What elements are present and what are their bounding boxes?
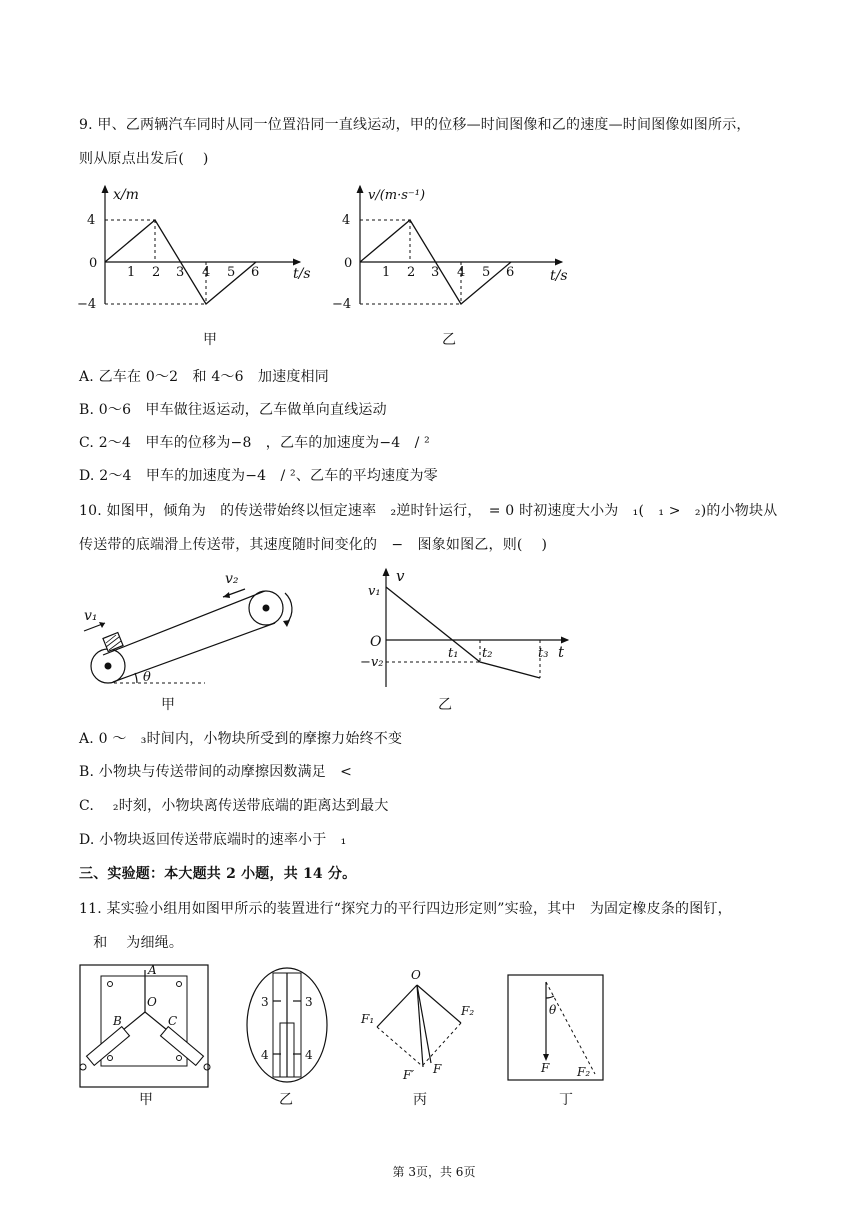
label-F-prime: F′: [403, 1068, 415, 1082]
F-vector: [417, 985, 431, 1063]
theta-arc: [546, 996, 554, 998]
neg-v2-label: −v₂: [360, 655, 384, 670]
y-axis-label: v/(m·s⁻¹): [368, 188, 426, 203]
v2-arrowhead: [223, 592, 230, 598]
q10-option-b: B. 小物块与传送带间的动摩擦因数满足 <: [79, 764, 353, 780]
fig-caption: 甲: [139, 1092, 153, 1108]
t2-label: t₂: [482, 646, 493, 661]
tick-x: 2: [407, 265, 416, 280]
page-footer: 第 3页，共 6页: [392, 1165, 476, 1179]
q9-graph-yi: [330, 180, 590, 355]
q11-fig-yi: [243, 965, 333, 1110]
tick-4-right: 4: [305, 1048, 313, 1062]
bottom-pulley-axle: [105, 663, 112, 670]
theta-label: θ: [549, 1003, 557, 1017]
tick-x: 5: [482, 265, 491, 280]
tick-3-right: 3: [305, 995, 313, 1009]
F2-vector: [417, 985, 461, 1023]
F-prime-vector: [417, 985, 423, 1067]
tick-x: 6: [506, 265, 515, 280]
rotation-arrowhead: [283, 620, 290, 627]
tick-x: 2: [152, 265, 161, 280]
x-ticks: [127, 265, 259, 280]
t1-label: t₁: [448, 646, 459, 661]
label-O: O: [411, 968, 421, 982]
label-C: C: [168, 1014, 178, 1028]
q11-stem-line2: 和 为细绳。: [79, 935, 184, 951]
tick-x: 1: [382, 265, 391, 280]
tick-4-left: 4: [261, 1048, 269, 1062]
x-axis-label: t/s: [550, 268, 568, 284]
theta-arc: [135, 673, 137, 683]
parallelogram-sides: [377, 1023, 461, 1065]
q9-option-b: B. 0～6 甲车做往返运动，乙车做单向直线运动: [79, 402, 387, 418]
tick-x: 3: [176, 265, 185, 280]
origin-label: 0: [89, 256, 98, 271]
fig-caption: 丁: [559, 1092, 573, 1108]
tick-y-neg: −4: [77, 297, 97, 312]
q10-option-c: C. ₂时刻，小物块离传送带底端的距离达到最大: [79, 798, 389, 814]
label-A: A: [148, 963, 157, 977]
label-F2: F₂: [577, 1065, 591, 1079]
belt-top: [103, 591, 265, 655]
tick-x: 3: [431, 265, 440, 280]
y-axis-label: x/m: [113, 187, 139, 203]
top-pulley-axle: [263, 605, 270, 612]
q10-option-a: A. 0 ～ ₃时间内，小物块所受到的摩擦力始终不变: [79, 731, 403, 747]
q10-stem-line1: 10. 如图甲，倾角为 的传送带始终以恒定速率 ₂逆时针运行， = 0 时初速度大小为 ₁( ₁ > ₂)的小物块从: [79, 503, 778, 519]
graph-caption: 乙: [442, 332, 456, 348]
fig-caption: 甲: [161, 697, 175, 713]
q9-stem-line2: 则从原点出发后( ): [79, 151, 209, 167]
origin-label: 0: [344, 256, 353, 271]
v2-label: v₂: [225, 571, 239, 587]
q10-fig-yi: [360, 565, 575, 715]
label-F2: F₂: [461, 1004, 475, 1018]
graph-caption: 甲: [203, 332, 217, 348]
F1-vector: [377, 985, 417, 1027]
q9-stem-line1: 9. 甲、乙两辆汽车同时从同一位置沿同一直线运动，甲的位移—时间图像和乙的速度—时间图像如图所示，: [79, 117, 751, 133]
x-ticks: [382, 265, 514, 280]
v1-label: v₁: [84, 608, 98, 624]
tick-x: 4: [202, 265, 211, 280]
q9-option-a: A. 乙车在 0～2 和 4～6 加速度相同: [79, 369, 329, 385]
theta-label: θ: [143, 670, 151, 685]
q11-fig-ding: [505, 970, 615, 1110]
q11-fig-bing: [355, 965, 485, 1110]
x-axis-label: t/s: [293, 266, 311, 282]
F-arrowhead: [543, 1054, 549, 1061]
q11-fig-jia: [75, 960, 215, 1110]
tick-x: 1: [127, 265, 136, 280]
fig-caption: 乙: [438, 697, 452, 713]
tick-y-pos: 4: [87, 213, 96, 228]
section-heading: 三、实验题：本大题共 2 小题，共 14 分。: [79, 866, 357, 882]
tick-y-neg: −4: [332, 297, 352, 312]
label-F1: F₁: [361, 1012, 375, 1026]
v-axis-label: v: [396, 567, 405, 585]
v1-label: v₁: [368, 584, 381, 599]
fig-caption: 乙: [279, 1092, 293, 1108]
plot-line: [386, 587, 540, 678]
belt-bottom: [113, 623, 275, 682]
q10-stem-line2: 传送带的底端滑上传送带，其速度随时间变化的 − 图象如图乙，则( ): [79, 537, 548, 553]
label-O: O: [147, 995, 157, 1009]
q9-graph-jia: [75, 180, 325, 355]
q10-fig-jia: [75, 565, 315, 715]
fig-caption: 丙: [413, 1092, 427, 1108]
board: [80, 965, 208, 1087]
rotation-arrow: [285, 593, 292, 623]
t3-label: t₃: [538, 646, 549, 661]
label-F: F: [541, 1061, 550, 1075]
q10-option-d: D. 小物块返回传送带底端时的速率小于 ₁: [79, 832, 347, 848]
t-axis-label: t: [558, 643, 565, 661]
label-B: B: [113, 1014, 122, 1028]
label-F: F: [433, 1062, 442, 1076]
origin-label: O: [370, 634, 382, 650]
tick-y-pos: 4: [342, 213, 351, 228]
q9-option-c: C. 2～4 甲车的位移为−8 ，乙车的加速度为−4 / ²: [79, 435, 430, 451]
q9-option-d: D. 2～4 甲车的加速度为−4 / ²、乙车的平均速度为零: [79, 468, 438, 484]
tick-x: 5: [227, 265, 236, 280]
tick-3-left: 3: [261, 995, 269, 1009]
tick-x: 6: [251, 265, 260, 280]
tick-x: 4: [457, 265, 466, 280]
q11-stem-line1: 11. 某实验小组用如图甲所示的装置进行“探究力的平行四边形定则”实验，其中 为固定橡皮条的图钉，: [79, 901, 732, 917]
